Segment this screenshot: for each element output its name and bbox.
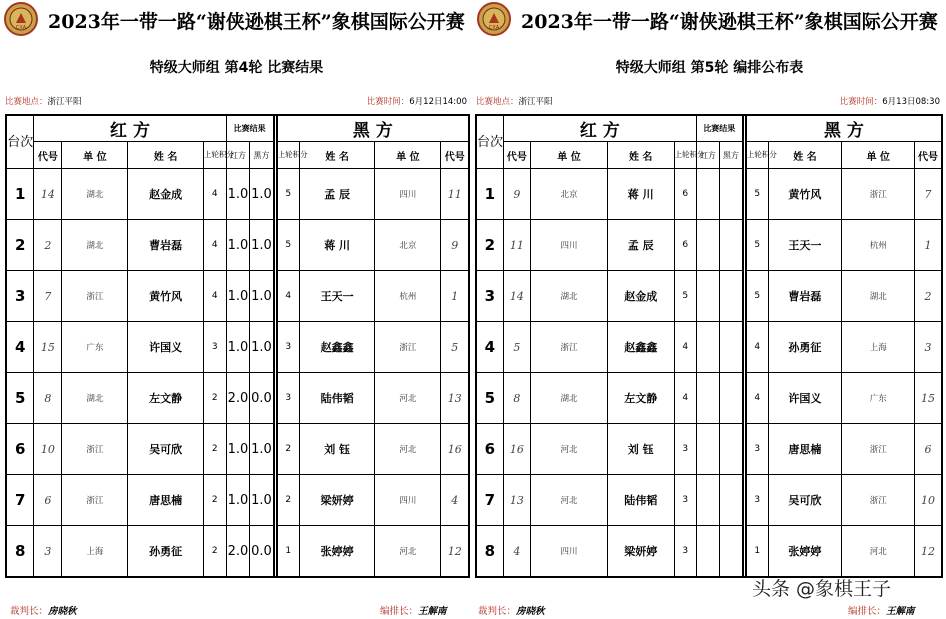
black-name: 孙勇征 <box>768 322 842 373</box>
red-prev-points: 4 <box>203 169 226 220</box>
black-code: 4 <box>441 475 469 526</box>
black-score: 1.0 <box>250 424 274 475</box>
arranger-info <box>848 603 915 617</box>
red-prev-points: 2 <box>203 475 226 526</box>
black-code: 5 <box>441 322 469 373</box>
red-prev-points: 3 <box>203 322 226 373</box>
table-no: 6 <box>6 424 34 475</box>
red-code: 14 <box>503 271 530 322</box>
header-result: 比赛结果 <box>226 115 274 142</box>
red-name: 刘 钰 <box>607 424 674 475</box>
red-score <box>696 220 719 271</box>
time-info <box>367 95 467 107</box>
black-prev-points: 2 <box>277 424 300 475</box>
table-row <box>476 373 942 424</box>
header-black-code: 代号 <box>915 142 942 169</box>
black-unit: 浙江 <box>375 322 441 373</box>
red-code: 16 <box>503 424 530 475</box>
red-score <box>696 169 719 220</box>
black-name: 蒋 川 <box>299 220 374 271</box>
black-score: 1.0 <box>250 322 274 373</box>
venue-value: 浙江平阳 <box>518 97 553 107</box>
header-table-no: 台次 <box>6 115 34 169</box>
red-unit: 四川 <box>531 220 608 271</box>
header-result: 比赛结果 <box>696 115 742 142</box>
black-code: 12 <box>915 526 942 578</box>
black-score: 0.0 <box>250 373 274 424</box>
black-score: 1.0 <box>250 169 274 220</box>
red-name: 梁妍婷 <box>607 526 674 578</box>
header-black: 黑 方 <box>746 115 942 142</box>
table-no: 7 <box>476 475 503 526</box>
black-unit: 浙江 <box>842 169 915 220</box>
table-row <box>6 424 469 475</box>
header-red-unit: 单 位 <box>531 142 608 169</box>
time-label: 比赛时间： <box>366 97 410 107</box>
black-prev-points: 4 <box>277 271 300 322</box>
red-prev-points: 2 <box>203 526 226 578</box>
black-unit: 四川 <box>375 169 441 220</box>
referee-name: 房晓秋 <box>48 606 77 617</box>
red-code: 6 <box>34 475 62 526</box>
association-logo-icon <box>477 2 511 36</box>
referee-label: 裁判长： <box>478 606 517 617</box>
watermark: 头条 @象棋王子 <box>752 578 892 600</box>
venue-label: 比赛地点： <box>5 97 48 107</box>
black-unit: 浙江 <box>842 424 915 475</box>
black-unit: 北京 <box>375 220 441 271</box>
table-no: 1 <box>476 169 503 220</box>
red-code: 10 <box>34 424 62 475</box>
red-code: 14 <box>34 169 62 220</box>
table-row <box>476 220 942 271</box>
table-row <box>476 475 942 526</box>
referee-label: 裁判长： <box>10 606 49 617</box>
red-score <box>696 271 719 322</box>
black-score <box>720 475 743 526</box>
table-no: 1 <box>6 169 34 220</box>
header-table-no: 台次 <box>476 115 503 169</box>
table-row <box>6 526 469 578</box>
red-unit: 浙江 <box>62 271 128 322</box>
black-code: 10 <box>915 475 942 526</box>
table-no: 8 <box>6 526 34 578</box>
black-name: 王天一 <box>768 220 842 271</box>
black-unit: 广东 <box>842 373 915 424</box>
red-name: 吴可欣 <box>128 424 203 475</box>
arranger-info <box>380 603 447 617</box>
time-value: 6月13日08:30 <box>882 97 940 107</box>
red-unit: 浙江 <box>62 475 128 526</box>
header-black-unit: 单 位 <box>375 142 441 169</box>
black-code: 11 <box>441 169 469 220</box>
black-score: 1.0 <box>250 271 274 322</box>
header-black-name: 姓 名 <box>768 142 842 169</box>
red-prev-points: 3 <box>674 424 696 475</box>
black-prev-points: 3 <box>746 424 768 475</box>
black-prev-points: 4 <box>746 373 768 424</box>
black-unit: 浙江 <box>842 475 915 526</box>
table-no: 4 <box>6 322 34 373</box>
red-name: 赵金成 <box>607 271 674 322</box>
red-score: 2.0 <box>226 526 250 578</box>
red-unit: 河北 <box>531 475 608 526</box>
header-red-prev: 上轮积分 <box>674 142 696 169</box>
black-name: 王天一 <box>299 271 374 322</box>
red-prev-points: 4 <box>203 271 226 322</box>
table-row <box>476 424 942 475</box>
arranger-label: 编排长： <box>380 606 419 617</box>
black-name: 梁妍婷 <box>299 475 374 526</box>
black-score: 0.0 <box>250 526 274 578</box>
header-red-name: 姓 名 <box>607 142 674 169</box>
red-code: 8 <box>34 373 62 424</box>
red-unit: 湖北 <box>62 169 128 220</box>
table-no: 8 <box>476 526 503 578</box>
black-score <box>720 169 743 220</box>
black-score <box>720 526 743 578</box>
red-score: 1.0 <box>226 424 250 475</box>
table-no: 2 <box>6 220 34 271</box>
red-code: 2 <box>34 220 62 271</box>
red-unit: 浙江 <box>531 322 608 373</box>
black-score: 1.0 <box>250 220 274 271</box>
time-label: 比赛时间： <box>839 97 883 107</box>
red-code: 7 <box>34 271 62 322</box>
tournament-title: 2023年一带一路“谢侠逊棋王杯”象棋国际公开赛 <box>521 11 938 33</box>
red-code: 8 <box>503 373 530 424</box>
black-name: 张婷婷 <box>299 526 374 578</box>
red-unit: 河北 <box>531 424 608 475</box>
red-unit: 湖北 <box>62 373 128 424</box>
table-no: 6 <box>476 424 503 475</box>
red-name: 唐思楠 <box>128 475 203 526</box>
red-prev-points: 4 <box>674 373 696 424</box>
black-prev-points: 3 <box>746 475 768 526</box>
red-name: 赵金成 <box>128 169 203 220</box>
header-black-prev: 上轮积分 <box>277 142 300 169</box>
black-score <box>720 322 743 373</box>
black-prev-points: 4 <box>746 322 768 373</box>
red-name: 赵鑫鑫 <box>607 322 674 373</box>
black-name: 张婷婷 <box>768 526 842 578</box>
header-red-side: 红方 <box>226 142 250 169</box>
black-unit: 河北 <box>375 373 441 424</box>
red-unit: 广东 <box>62 322 128 373</box>
header-red-unit: 单 位 <box>62 142 128 169</box>
red-score <box>696 475 719 526</box>
black-score <box>720 220 743 271</box>
red-unit: 北京 <box>531 169 608 220</box>
black-unit: 湖北 <box>842 271 915 322</box>
black-code: 16 <box>441 424 469 475</box>
black-name: 唐思楠 <box>768 424 842 475</box>
table-no: 3 <box>6 271 34 322</box>
black-unit: 杭州 <box>842 220 915 271</box>
black-unit: 四川 <box>375 475 441 526</box>
header-red-prev: 上轮积分 <box>203 142 226 169</box>
black-prev-points: 5 <box>746 169 768 220</box>
red-prev-points: 6 <box>674 220 696 271</box>
red-score: 1.0 <box>226 220 250 271</box>
header-black: 黑 方 <box>277 115 469 142</box>
venue-label: 比赛地点： <box>476 97 519 107</box>
red-prev-points: 2 <box>203 424 226 475</box>
red-unit: 浙江 <box>62 424 128 475</box>
arranger-name: 王解南 <box>886 606 915 617</box>
red-score: 1.0 <box>226 271 250 322</box>
red-name: 孙勇征 <box>128 526 203 578</box>
header-black-side: 黑方 <box>720 142 743 169</box>
black-name: 刘 钰 <box>299 424 374 475</box>
black-code: 13 <box>441 373 469 424</box>
table-row <box>476 322 942 373</box>
red-prev-points: 3 <box>674 526 696 578</box>
round-subtitle: 特级大师组 第4轮 比赛结果 <box>149 60 324 76</box>
black-prev-points: 3 <box>277 322 300 373</box>
time-info <box>840 95 940 107</box>
red-code: 13 <box>503 475 530 526</box>
table-no: 4 <box>476 322 503 373</box>
red-name: 许国义 <box>128 322 203 373</box>
black-code: 3 <box>915 322 942 373</box>
referee-info <box>10 603 77 617</box>
table-row <box>476 526 942 578</box>
referee-info <box>478 603 545 617</box>
header-black-side: 黑方 <box>250 142 274 169</box>
black-code: 12 <box>441 526 469 578</box>
black-name: 吴可欣 <box>768 475 842 526</box>
black-unit: 杭州 <box>375 271 441 322</box>
black-prev-points: 3 <box>277 373 300 424</box>
table-row <box>6 475 469 526</box>
venue-info <box>5 95 82 107</box>
red-score: 1.0 <box>226 169 250 220</box>
black-score <box>720 271 743 322</box>
table-row <box>6 271 469 322</box>
red-code: 9 <box>503 169 530 220</box>
red-code: 4 <box>503 526 530 578</box>
red-code: 15 <box>34 322 62 373</box>
table-no: 7 <box>6 475 34 526</box>
black-name: 黄竹风 <box>768 169 842 220</box>
table-row <box>476 271 942 322</box>
black-code: 1 <box>441 271 469 322</box>
black-code: 2 <box>915 271 942 322</box>
red-prev-points: 6 <box>674 169 696 220</box>
table-no: 3 <box>476 271 503 322</box>
table-row <box>6 169 469 220</box>
header-black-code: 代号 <box>441 142 469 169</box>
red-unit: 湖北 <box>62 220 128 271</box>
red-score: 1.0 <box>226 475 250 526</box>
black-name: 曹岩磊 <box>768 271 842 322</box>
red-score: 1.0 <box>226 322 250 373</box>
red-prev-points: 3 <box>674 475 696 526</box>
red-unit: 湖北 <box>531 373 608 424</box>
black-prev-points: 1 <box>277 526 300 578</box>
black-name: 许国义 <box>768 373 842 424</box>
black-unit: 上海 <box>842 322 915 373</box>
black-score <box>720 424 743 475</box>
red-name: 蒋 川 <box>607 169 674 220</box>
table-no: 2 <box>476 220 503 271</box>
red-code: 5 <box>503 322 530 373</box>
time-value: 6月12日14:00 <box>409 97 467 107</box>
red-prev-points: 4 <box>203 220 226 271</box>
table-row <box>6 373 469 424</box>
black-code: 7 <box>915 169 942 220</box>
red-name: 左文静 <box>607 373 674 424</box>
table-row <box>476 169 942 220</box>
round-subtitle: 特级大师组 第5轮 编排公布表 <box>615 60 804 76</box>
red-score <box>696 424 719 475</box>
table-no: 5 <box>6 373 34 424</box>
red-prev-points: 4 <box>674 322 696 373</box>
table-no: 5 <box>476 373 503 424</box>
red-code: 3 <box>34 526 62 578</box>
table-row <box>6 322 469 373</box>
black-score <box>720 373 743 424</box>
header-red-name: 姓 名 <box>128 142 203 169</box>
arranger-name: 王解南 <box>418 606 447 617</box>
table-row <box>6 220 469 271</box>
black-prev-points: 2 <box>277 475 300 526</box>
red-name: 左文静 <box>128 373 203 424</box>
black-prev-points: 5 <box>277 169 300 220</box>
tournament-title: 2023年一带一路“谢侠逊棋王杯”象棋国际公开赛 <box>48 11 465 33</box>
header-black-prev: 上轮积分 <box>746 142 768 169</box>
red-prev-points: 5 <box>674 271 696 322</box>
red-code: 11 <box>503 220 530 271</box>
header-red-code: 代号 <box>503 142 530 169</box>
black-code: 15 <box>915 373 942 424</box>
red-name: 曹岩磊 <box>128 220 203 271</box>
black-prev-points: 5 <box>277 220 300 271</box>
header-red: 红 方 <box>503 115 696 142</box>
right-panel <box>473 0 946 619</box>
red-name: 孟 辰 <box>607 220 674 271</box>
black-code: 9 <box>441 220 469 271</box>
red-prev-points: 2 <box>203 373 226 424</box>
black-score: 1.0 <box>250 475 274 526</box>
red-unit: 上海 <box>62 526 128 578</box>
red-unit: 四川 <box>531 526 608 578</box>
red-score: 2.0 <box>226 373 250 424</box>
red-score <box>696 322 719 373</box>
header-black-unit: 单 位 <box>842 142 915 169</box>
black-name: 陆伟韬 <box>299 373 374 424</box>
red-name: 黄竹风 <box>128 271 203 322</box>
black-code: 1 <box>915 220 942 271</box>
association-logo-icon <box>4 2 38 36</box>
venue-value: 浙江平阳 <box>47 97 82 107</box>
black-code: 6 <box>915 424 942 475</box>
venue-info <box>476 95 553 107</box>
header-black-name: 姓 名 <box>299 142 374 169</box>
black-unit: 河北 <box>842 526 915 578</box>
black-name: 孟 辰 <box>299 169 374 220</box>
black-unit: 河北 <box>375 424 441 475</box>
svg-text:CXA: CXA <box>15 25 27 31</box>
black-prev-points: 5 <box>746 271 768 322</box>
pairings-table <box>475 114 943 578</box>
red-score <box>696 526 719 578</box>
svg-text:CXA: CXA <box>488 25 500 31</box>
black-prev-points: 1 <box>746 526 768 578</box>
black-prev-points: 5 <box>746 220 768 271</box>
red-name: 陆伟韬 <box>607 475 674 526</box>
header-red-side: 红方 <box>696 142 719 169</box>
black-unit: 河北 <box>375 526 441 578</box>
referee-name: 房晓秋 <box>516 606 545 617</box>
red-score <box>696 373 719 424</box>
red-unit: 湖北 <box>531 271 608 322</box>
arranger-label: 编排长： <box>848 606 887 617</box>
black-name: 赵鑫鑫 <box>299 322 374 373</box>
results-table <box>5 114 470 578</box>
header-red-code: 代号 <box>34 142 62 169</box>
header-red: 红 方 <box>34 115 226 142</box>
